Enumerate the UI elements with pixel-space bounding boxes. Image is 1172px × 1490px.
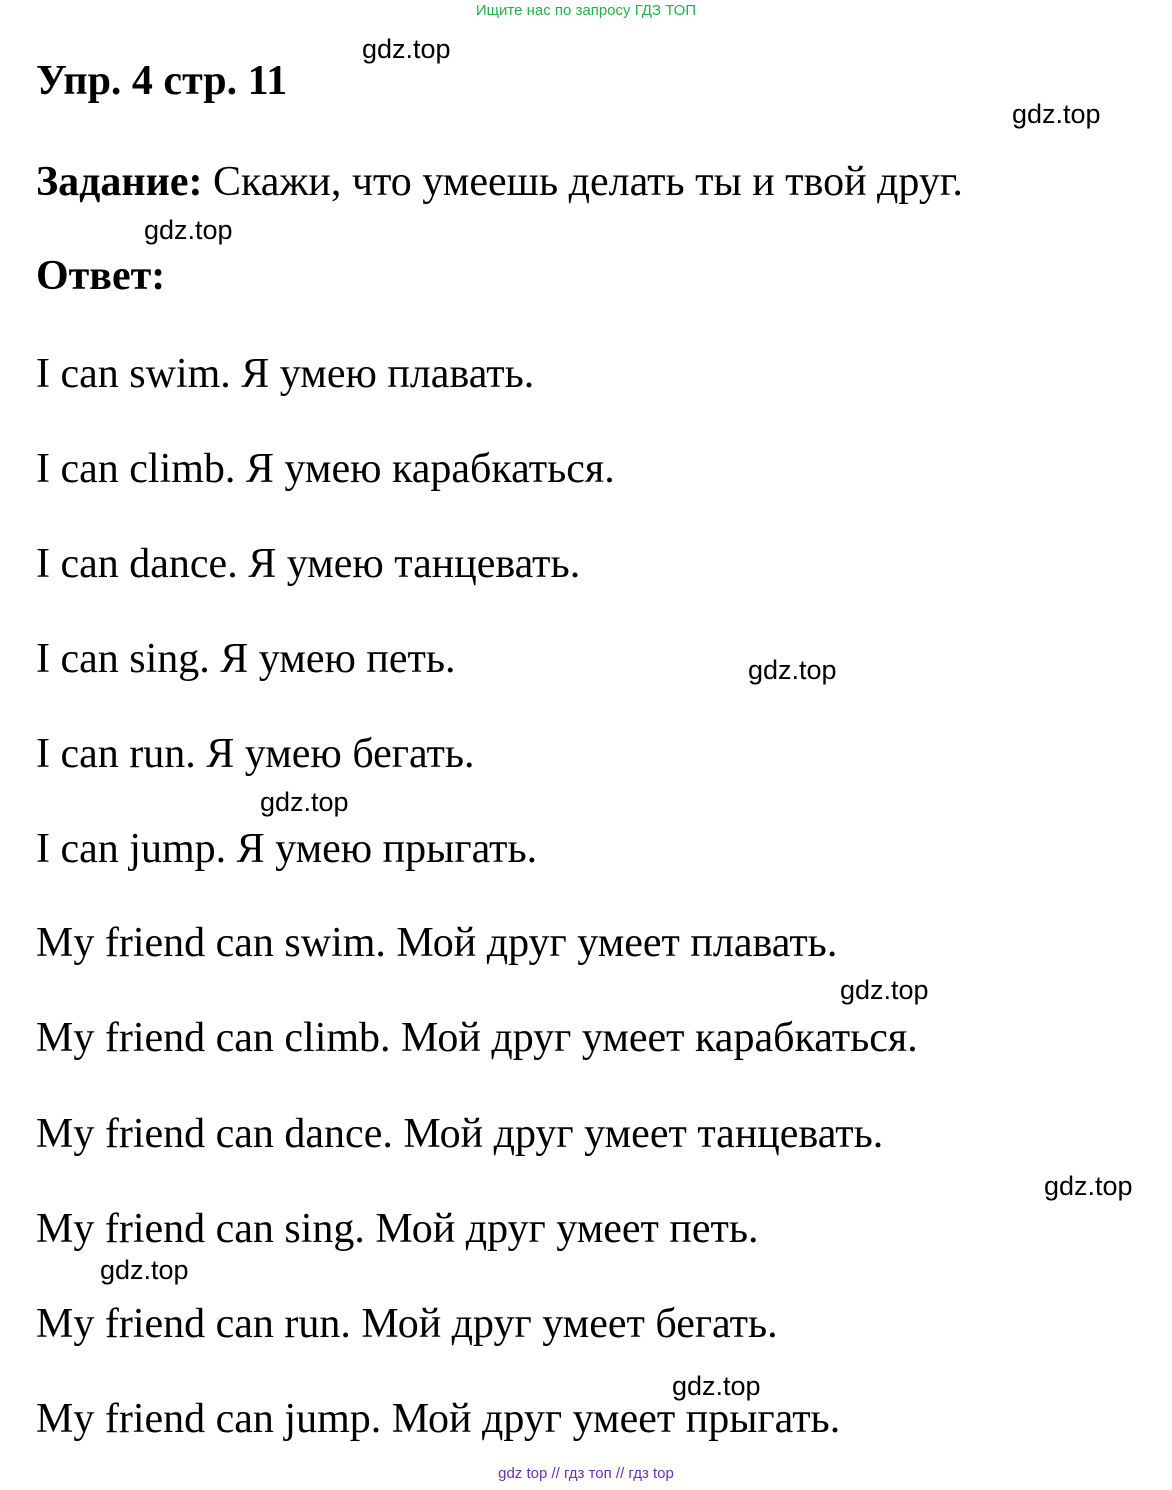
task-label: Задание: <box>36 159 203 205</box>
answer-line: My friend can dance. Мой друг умеет танцевать. <box>36 1111 884 1157</box>
answer-line: My friend can jump. Мой друг умеет прыгать. <box>36 1396 841 1442</box>
task-text: Скажи, что умеешь делать ты и твой друг. <box>202 159 963 205</box>
answer-line: I can sing. Я умею петь. <box>36 636 456 682</box>
exercise-title: Упр. 4 стр. 11 <box>36 58 288 104</box>
answer-line: My friend can swim. Мой друг умеет плавать. <box>36 920 838 966</box>
answer-line: My friend can run. Мой друг умеет бегать. <box>36 1301 778 1347</box>
watermark: gdz.top <box>362 34 451 64</box>
bottom-banner: gdz top // гдз топ // гдз top <box>498 1465 674 1482</box>
answer-line: I can dance. Я умею танцевать. <box>36 541 581 587</box>
watermark: gdz.top <box>144 215 233 245</box>
watermark: gdz.top <box>840 975 929 1005</box>
watermark: gdz.top <box>100 1255 189 1285</box>
answer-line: I can climb. Я умею карабкаться. <box>36 446 615 492</box>
answer-line: My friend can climb. Мой друг умеет карабкаться. <box>36 1015 918 1061</box>
answer-line: I can swim. Я умею плавать. <box>36 351 535 397</box>
watermark: gdz.top <box>1044 1171 1133 1201</box>
watermark: gdz.top <box>260 787 349 817</box>
answer-line: I can jump. Я умею прыгать. <box>36 826 538 872</box>
answer-line: I can run. Я умею бегать. <box>36 731 475 777</box>
watermark: gdz.top <box>1012 99 1101 129</box>
answer-label: Ответ: <box>36 253 166 299</box>
watermark: gdz.top <box>672 1371 761 1401</box>
watermark: gdz.top <box>748 655 837 685</box>
top-banner: Ищите нас по запросу ГДЗ ТОП <box>475 2 697 19</box>
answer-line: My friend can sing. Мой друг умеет петь. <box>36 1206 759 1252</box>
task-statement <box>36 161 963 203</box>
